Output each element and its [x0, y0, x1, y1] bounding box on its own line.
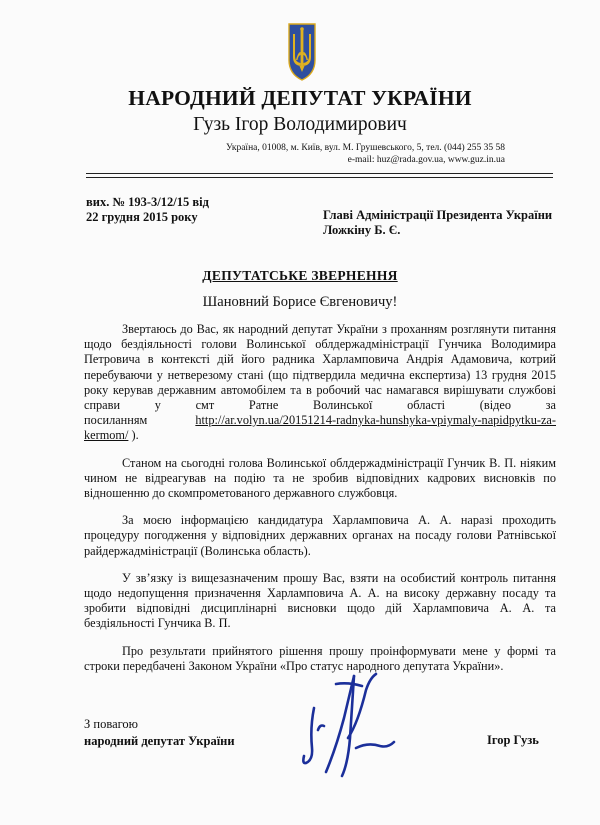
- recipient-block: [323, 208, 552, 238]
- reference-number: вих. № 193-3/12/15 від: [86, 195, 209, 209]
- header-divider: [86, 173, 553, 174]
- document-title-text: ДЕПУТАТСЬКЕ ЗВЕРНЕННЯ: [202, 268, 398, 283]
- contact-address: [165, 142, 505, 166]
- mp-name: Гузь Ігор Володимирович: [193, 114, 407, 135]
- recipient-position: Главі Адміністрації Президента України: [323, 208, 553, 222]
- salutation: Шановний Борисе Євгеновичу!: [202, 294, 398, 310]
- closing-block: [84, 716, 235, 750]
- paragraph-1-text: Звертаюсь до Вас, як народний депутат України з проханням розглянути питання щодо бездіяльності голови Волинської облдержадміністрації Гунчика Володимира Петровича в контексті дій його радника Харлампoвича Андрія Адамовича, котрий перебуваючи у нетверезому стані (що підтвердила медична експертиза) 13 грудня 2015 року керував державним автомобілем та в робочий час намагався вирішувати службові справи у смт Ратне Волинської області (відео за посиланням: [84, 322, 556, 428]
- header-divider-thin: [86, 177, 553, 178]
- outgoing-reference: [86, 195, 209, 225]
- mp-title: НАРОДНИЙ ДЕПУТАТ УКРАЇНИ: [128, 86, 472, 110]
- address-line: Україна, 01008, м. Київ, вул. М. Грушевського, 5, тел. (044) 255 35 58: [225, 143, 505, 153]
- paragraph-4: У зв’язку із вищезазначеним прошу Вас, взяти на особистий контроль питання щодо недопущення призначення Харлампoвича А. А. на високу державну посаду та зробити відповідні дисциплінарні висновки щодо дій Харлампoвича А. А. та бездіяльності Гунчика В. П.: [84, 570, 556, 631]
- handwritten-signature: [296, 668, 416, 778]
- letter-body: [84, 322, 556, 686]
- ukraine-trident-icon: [287, 22, 317, 82]
- paragraph-3: За моєю інформацією кандидатура Харлампoвича А. А. наразі проходить процедуру погодження у відповідних державних органах на посаду голови Ратнівської райдержадміністрації (Волинська область).: [84, 513, 556, 558]
- closing-position: народний депутат України: [84, 734, 235, 748]
- document-title: [0, 268, 600, 284]
- paragraph-1-end: ).: [128, 428, 139, 443]
- closing-regards: З повагою: [84, 717, 139, 731]
- signer-name: Ігор Гузь: [487, 733, 539, 747]
- email-website-line: e-mail: huz@rada.gov.ua, www.guz.in.ua: [347, 155, 505, 165]
- recipient-name: Ложкіну Б. Є.: [323, 223, 401, 237]
- video-link[interactable]: http://ar.volyn.ua/20151214-radnyka-hunshyka-vpiymaly-napidpytku-za-kermom/: [84, 413, 556, 443]
- paragraph-1: [84, 322, 556, 444]
- paragraph-2: Станом на сьогодні голова Волинської облдержадміністрації Гунчик В. П. ніяким чином не відреагував на подію та не зробив відповідних кадрових висновків по відношенню до скомпрометованого державного службовця.: [84, 455, 556, 501]
- reference-date: 22 грудня 2015 року: [86, 210, 198, 224]
- paragraph-5: Про результати прийнятого рішення прошу проінформувати мене у формі та строки передбачені Законом України «Про статус народного депутата України».: [84, 643, 556, 673]
